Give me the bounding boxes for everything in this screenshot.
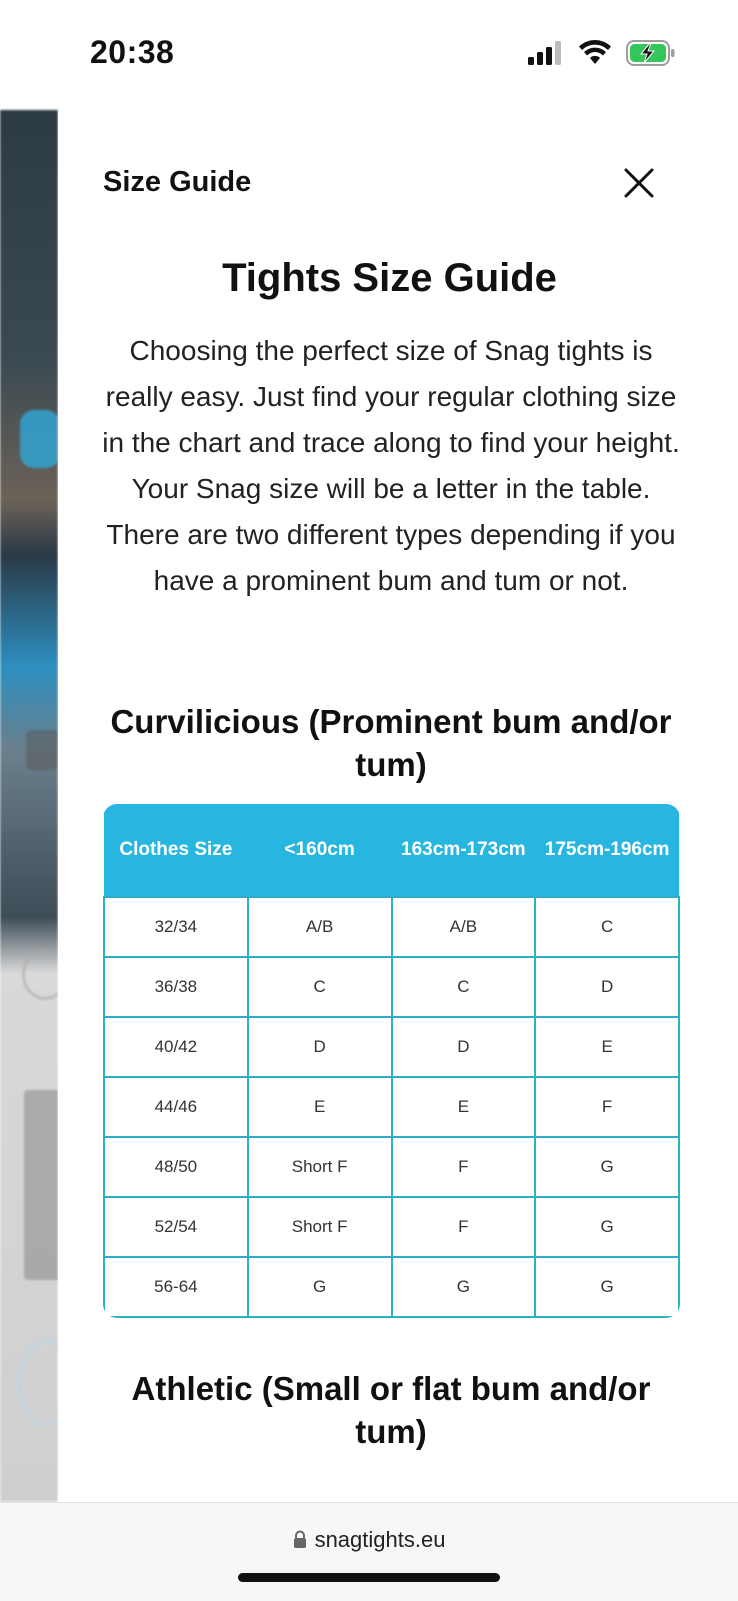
- table-cell: D: [248, 1017, 392, 1077]
- table-cell: A/B: [248, 897, 392, 957]
- panel-title: Size Guide: [103, 166, 252, 198]
- cellular-signal-icon: [528, 41, 564, 70]
- close-icon: [622, 166, 656, 200]
- table-row: [104, 957, 679, 1017]
- athletic-title: Athletic (Small or flat bum and/or tum): [131, 1370, 651, 1450]
- battery-charging-icon: [626, 40, 676, 71]
- table-cell: Short F: [248, 1137, 392, 1197]
- background-blob: [18, 1340, 58, 1426]
- table-cell: 36/38: [104, 957, 248, 1017]
- column-header: <160cm: [248, 804, 392, 897]
- table-cell: 48/50: [104, 1137, 248, 1197]
- table-row: [104, 1017, 679, 1077]
- table-cell: E: [248, 1077, 392, 1137]
- status-time: 20:38: [90, 34, 175, 70]
- table-cell: F: [392, 1197, 536, 1257]
- table-row: [104, 1257, 679, 1317]
- table-cell: G: [535, 1197, 679, 1257]
- table-cell: A/B: [392, 897, 536, 957]
- lock-icon: [293, 1528, 307, 1554]
- table-cell: 32/34: [104, 897, 248, 957]
- table-cell: D: [392, 1017, 536, 1077]
- url-text: snagtights.eu: [314, 1527, 446, 1552]
- column-header: Clothes Size: [104, 804, 248, 897]
- background-blob: [20, 410, 58, 468]
- table-cell: C: [392, 957, 536, 1017]
- table-row: [104, 1077, 679, 1137]
- background-blob: [22, 950, 58, 1000]
- table-cell: 44/46: [104, 1077, 248, 1137]
- background-blob: [26, 730, 58, 770]
- table-cell: F: [392, 1137, 536, 1197]
- background-blob: [24, 1090, 58, 1280]
- wifi-icon: [578, 40, 612, 71]
- table-cell: F: [535, 1077, 679, 1137]
- table-cell: G: [392, 1257, 536, 1317]
- table-cell: D: [535, 957, 679, 1017]
- table-cell: 40/42: [104, 1017, 248, 1077]
- table-row: [104, 1197, 679, 1257]
- table-cell: 52/54: [104, 1197, 248, 1257]
- table-cell: G: [535, 1137, 679, 1197]
- table-cell: C: [535, 897, 679, 957]
- table-cell: Short F: [248, 1197, 392, 1257]
- table-row: [104, 897, 679, 957]
- browser-address-bar[interactable]: [0, 1502, 738, 1601]
- table-cell: G: [535, 1257, 679, 1317]
- status-icons: [528, 40, 676, 71]
- status-bar: [0, 0, 738, 110]
- close-button[interactable]: [622, 166, 656, 200]
- size-guide-panel: [58, 110, 738, 1502]
- url-display[interactable]: [0, 1527, 738, 1554]
- table-header-row: [104, 804, 679, 897]
- table-cell: E: [392, 1077, 536, 1137]
- table-cell: E: [535, 1017, 679, 1077]
- curvilicious-title: Curvilicious (Prominent bum and/or tum): [110, 703, 672, 783]
- column-header: 175cm-196cm: [535, 804, 679, 897]
- main-title: Tights Size Guide: [222, 256, 557, 300]
- curvilicious-size-table: [103, 804, 680, 1318]
- table-cell: 56-64: [104, 1257, 248, 1317]
- home-indicator[interactable]: [238, 1573, 500, 1582]
- table-cell: C: [248, 957, 392, 1017]
- column-header: 163cm-173cm: [392, 804, 536, 897]
- background-page: [0, 110, 58, 1502]
- table-cell: G: [248, 1257, 392, 1317]
- intro-text: Choosing the perfect size of Snag tights is really easy. Just find your regular clothing size in the chart and trace along to find your height. Your Snag size will be a letter in the table. There are two different types depending if you have a prominent bum and tum or not.: [102, 335, 680, 596]
- table-row: [104, 1137, 679, 1197]
